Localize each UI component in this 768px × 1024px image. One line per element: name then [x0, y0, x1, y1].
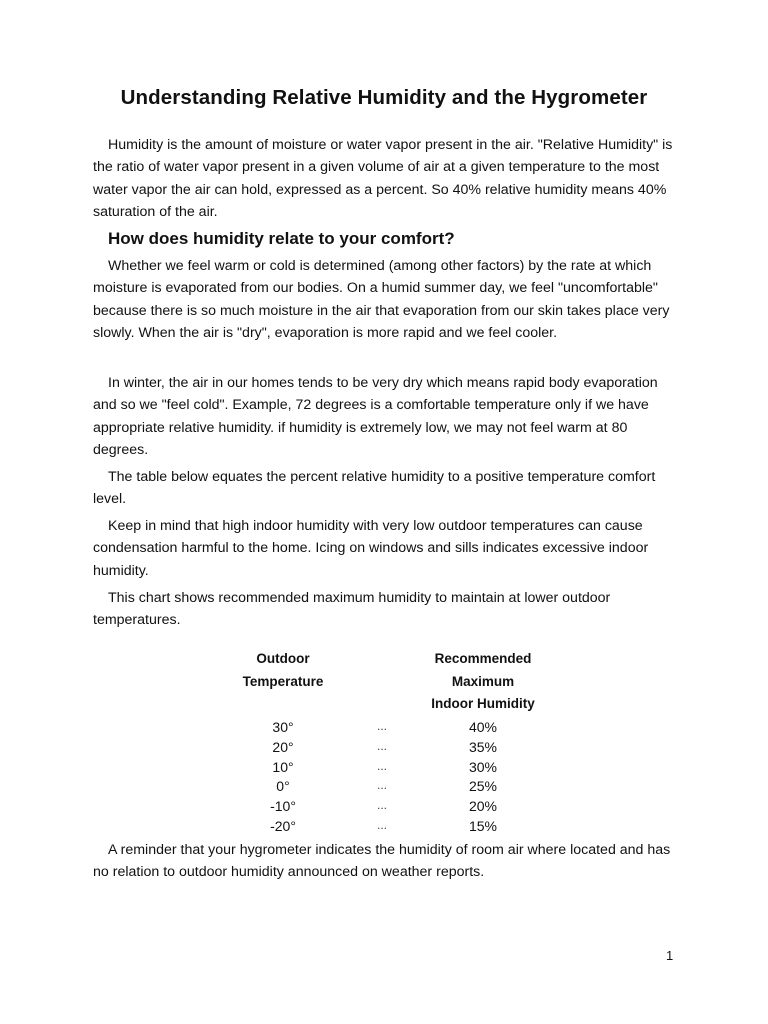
- table-cell-temperature: 30°: [272, 719, 294, 735]
- table-cell-humidity: 20%: [468, 798, 498, 814]
- table-cell-temperature: 10°: [272, 759, 294, 775]
- table-row: [0, 739, 768, 759]
- table-cell-separator: ...: [376, 798, 387, 812]
- table-cell-temperature: 20°: [272, 739, 294, 755]
- table-header-line: Indoor Humidity: [431, 696, 535, 711]
- table-cell-temperature: -10°: [270, 798, 296, 814]
- table-cell-separator: ...: [376, 759, 387, 773]
- section-heading: How does humidity relate to your comfort?: [108, 229, 455, 248]
- table-row: [0, 719, 768, 739]
- table-row: [0, 759, 768, 779]
- table-header-line: Temperature: [242, 673, 324, 689]
- table-cell-separator: ...: [376, 778, 387, 792]
- document-title: Understanding Relative Humidity and the Hygrometer: [120, 86, 648, 109]
- table-cell-humidity: 15%: [468, 818, 498, 834]
- table-cell-temperature: -20°: [270, 818, 296, 834]
- table-cell-separator: ...: [376, 739, 387, 753]
- table-cell-temperature: 0°: [276, 778, 290, 794]
- paragraph-evaporation: Whether we feel warm or cold is determined (among other factors) by the rate at which moisture is evaporated from our bodies. On a humid summer day, we feel "uncomfortable" because there is so much moisture in the air that evaporation from our skin takes place very slowly. When the air is "dry", evaporation is more rapid and we feel cooler.: [93, 258, 670, 342]
- table-cell-humidity: 30%: [468, 759, 498, 775]
- table-row: [0, 798, 768, 818]
- table-cell-separator: ...: [376, 818, 387, 832]
- closing-paragraph: A reminder that your hygrometer indicates the humidity of room air where located and has no relation to outdoor humidity announced on weather reports.: [93, 842, 671, 881]
- table-row: [0, 818, 768, 838]
- table-header-indoor-humidity: [398, 648, 568, 716]
- table-header-line: Recommended: [434, 651, 532, 666]
- table-header-outdoor-temperature: [208, 648, 358, 693]
- table-cell-humidity: 35%: [468, 739, 498, 755]
- table-header-line: Maximum: [451, 673, 515, 689]
- table-cell-separator: ...: [376, 719, 387, 733]
- table-row: [0, 778, 768, 798]
- paragraph-table-intro: The table below equates the percent relative humidity to a positive temperature comfort level.: [93, 469, 656, 508]
- table-header-line: Outdoor: [256, 651, 310, 666]
- table-cell-humidity: 40%: [468, 719, 498, 735]
- paragraph-condensation: Keep in mind that high indoor humidity with very low outdoor temperatures can cause condensation harmful to the home. Icing on windows and sills indicates excessive indoor humidity.: [93, 518, 649, 579]
- paragraph-chart-intro: This chart shows recommended maximum humidity to maintain at lower outdoor temperatures.: [93, 590, 611, 629]
- table-cell-humidity: 25%: [468, 778, 498, 794]
- paragraph-winter: In winter, the air in our homes tends to be very dry which means rapid body evaporation and so we "feel cold". Example, 72 degrees is a comfortable temperature only if we have appropriate relative humidity. if humidity is extremely low, we may not feel warm at 80 degrees.: [93, 375, 658, 459]
- intro-paragraph: Humidity is the amount of moisture or water vapor present in the air. "Relative Humidity" is the ratio of water vapor present in a given volume of air at a given temperature to the most water vapor the air can hold, expressed as a percent. So 40% relative humidity means 40% saturation of the air.: [93, 137, 673, 221]
- page-number: 1: [666, 948, 674, 963]
